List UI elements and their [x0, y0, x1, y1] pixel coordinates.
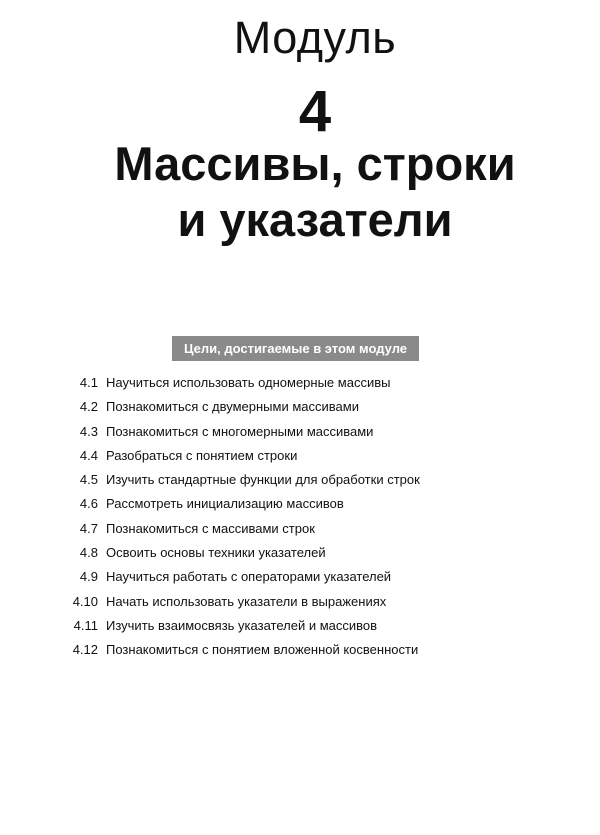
goal-number: 4.9 [79, 569, 98, 585]
goal-text: Рассмотреть инициализацию массивов [106, 496, 344, 512]
goal-text: Научиться работать с операторами указателей [106, 569, 392, 585]
module-number: 4 [298, 79, 332, 144]
goal-text: Познакомиться с двумерными массивами [106, 399, 359, 415]
goal-number: 4.11 [73, 617, 98, 633]
goal-text: Начать использовать указатели в выражениях [106, 593, 387, 609]
goal-text: Познакомиться с понятием вложенной косвенности [106, 642, 419, 658]
goal-item [0, 614, 420, 638]
module-label: Модуль [233, 12, 397, 63]
goal-number: 4.8 [79, 545, 98, 561]
goal-number: 4.6 [79, 496, 98, 512]
goal-number: 4.5 [79, 472, 98, 488]
goal-item [0, 395, 420, 419]
goal-item [0, 517, 420, 541]
goal-text: Изучить стандартные функции для обработки строк [106, 472, 420, 488]
goal-item [0, 420, 420, 444]
goal-text: Изучить взаимосвязь указателей и массивов [106, 617, 378, 633]
goal-number: 4.1 [79, 375, 98, 390]
goal-item [0, 444, 420, 468]
goal-text: Научиться использовать одномерные массивы [106, 375, 391, 390]
goals-heading: Цели, достигаемые в этом модуле [172, 336, 419, 361]
goal-number: 4.7 [79, 520, 98, 536]
goal-item [0, 468, 420, 492]
page-title-line2: и указатели [177, 193, 453, 246]
goal-number: 4.12 [72, 642, 98, 658]
goal-number: 4.3 [79, 423, 98, 439]
goals-list [0, 371, 420, 663]
goal-item [0, 541, 420, 565]
goal-item [0, 590, 420, 614]
goal-item [0, 492, 420, 516]
goal-text: Познакомиться с многомерными массивами [106, 423, 374, 439]
goal-text: Освоить основы техники указателей [106, 545, 326, 561]
goal-text: Познакомиться с массивами строк [106, 520, 315, 536]
goal-item [0, 565, 420, 589]
goal-number: 4.4 [79, 447, 98, 463]
goal-item [0, 638, 420, 662]
goal-item [0, 371, 420, 395]
goal-number: 4.10 [72, 593, 98, 609]
page-title-line1: Массивы, строки [114, 137, 516, 190]
goal-number: 4.2 [79, 399, 98, 415]
goal-text: Разобраться с понятием строки [106, 447, 298, 463]
